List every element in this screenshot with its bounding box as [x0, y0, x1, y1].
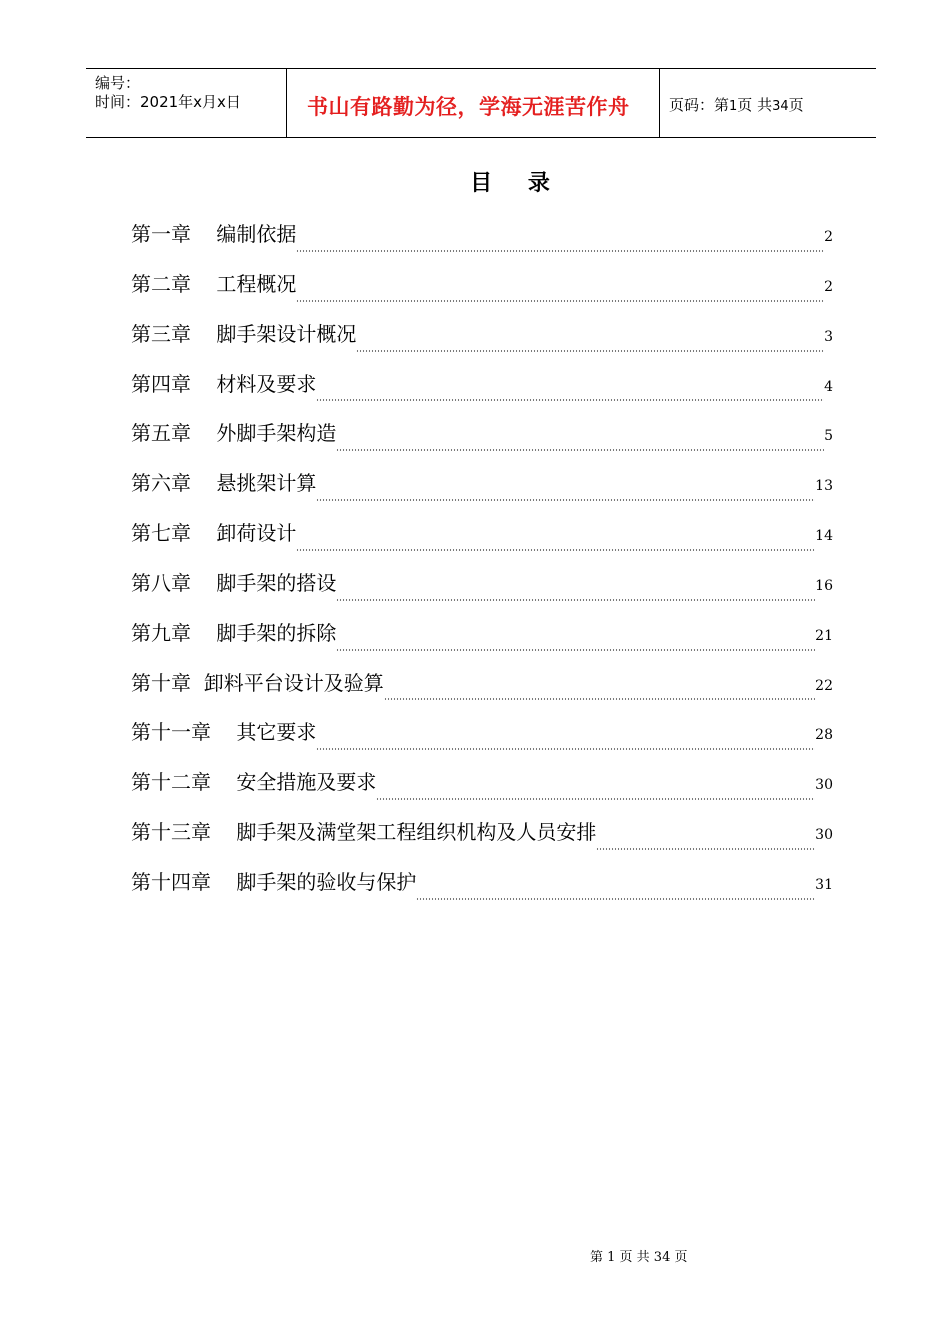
- toc-item[interactable]: [131, 617, 833, 667]
- toc-item-label: 第十章 卸料平台设计及验算: [131, 670, 384, 695]
- header-page-number: [669, 94, 804, 115]
- toc-leader-dots: [356, 348, 824, 352]
- toc-item-label: 第十三章 脚手架及满堂架工程组织机构及人员安排: [131, 820, 597, 845]
- toc-item-label: 第四章 材料及要求: [131, 371, 317, 396]
- page-total: 34: [772, 99, 789, 114]
- toc-title: 目 录: [470, 171, 550, 196]
- page-mid: 页 共: [737, 96, 773, 114]
- toc-item-page: 30: [815, 827, 833, 844]
- toc-leader-dots: [336, 647, 815, 651]
- toc-item-page: 22: [815, 677, 833, 694]
- toc-item[interactable]: [131, 517, 833, 567]
- toc-item-label: 第六章 悬挑架计算: [131, 471, 317, 496]
- toc-item-page: 5: [824, 428, 833, 445]
- toc-item-label: 第十四章 脚手架的验收与保护: [131, 869, 417, 894]
- page-prefix: 页码：第: [669, 96, 730, 114]
- toc-leader-dots: [296, 298, 824, 302]
- toc-leader-dots: [316, 397, 824, 401]
- toc-leader-dots: [376, 796, 815, 800]
- header-page-cell: [660, 69, 876, 137]
- toc-item-label: 第二章 工程概况: [131, 271, 297, 296]
- document-time-label: 时间：2021年x月x日: [95, 93, 241, 111]
- toc-item[interactable]: [131, 866, 833, 916]
- toc-item-label: 第十一章 其它要求: [131, 720, 317, 745]
- toc-item[interactable]: [131, 218, 833, 268]
- toc-item[interactable]: [131, 716, 833, 766]
- toc-leader-dots: [416, 896, 815, 900]
- toc-leader-dots: [336, 447, 824, 451]
- toc-item-page: 16: [815, 577, 833, 594]
- toc-item-label: 第三章 脚手架设计概况: [131, 321, 357, 346]
- toc-item-label: 第七章 卸荷设计: [131, 521, 297, 546]
- toc-item[interactable]: [131, 667, 833, 717]
- page-suffix: 页: [788, 96, 804, 114]
- toc-leader-dots: [336, 597, 815, 601]
- toc-item-label: 第八章 脚手架的搭设: [131, 570, 337, 595]
- page-header: [86, 68, 876, 138]
- toc-item-page: 28: [815, 727, 833, 744]
- toc-leader-dots: [316, 746, 815, 750]
- toc-item-page: 30: [815, 777, 833, 794]
- toc-leader-dots: [296, 547, 815, 551]
- page-footer: 第 1 页 共 34 页: [590, 1250, 688, 1265]
- toc-leader-dots: [596, 846, 815, 850]
- toc-item[interactable]: [131, 368, 833, 418]
- toc-leader-dots: [316, 497, 815, 501]
- toc-item[interactable]: [131, 417, 833, 467]
- toc-item[interactable]: [131, 816, 833, 866]
- toc-leader-dots: [384, 696, 815, 700]
- header-info-cell: [86, 69, 287, 137]
- toc-item-label: 第九章 脚手架的拆除: [131, 620, 337, 645]
- toc-item[interactable]: [131, 318, 833, 368]
- toc-item-page: 13: [815, 478, 833, 495]
- toc-item[interactable]: [131, 467, 833, 517]
- toc-leader-dots: [296, 248, 824, 252]
- toc-item-page: 21: [815, 627, 833, 644]
- toc-item-page: 2: [824, 278, 833, 295]
- document-number-label: 编号：: [95, 74, 141, 92]
- page-current: 1: [729, 99, 738, 114]
- header-motto-cell: [287, 69, 660, 137]
- toc-item-page: 4: [824, 378, 833, 395]
- toc-item[interactable]: [131, 567, 833, 617]
- toc-item-page: 14: [815, 528, 833, 545]
- toc-item-label: 第一章 编制依据: [131, 222, 297, 246]
- toc-item-label: 第五章 外脚手架构造: [131, 421, 337, 446]
- motto-text: 书山有路勤为径，学海无涯苦作舟: [307, 95, 630, 119]
- toc-item-page: 3: [824, 328, 833, 345]
- toc-item-page: 31: [815, 876, 833, 893]
- toc-list: [131, 218, 833, 916]
- toc-item[interactable]: [131, 268, 833, 318]
- toc-item[interactable]: [131, 766, 833, 816]
- toc-item-label: 第十二章 安全措施及要求: [131, 770, 377, 795]
- toc-item-page: 2: [824, 229, 833, 245]
